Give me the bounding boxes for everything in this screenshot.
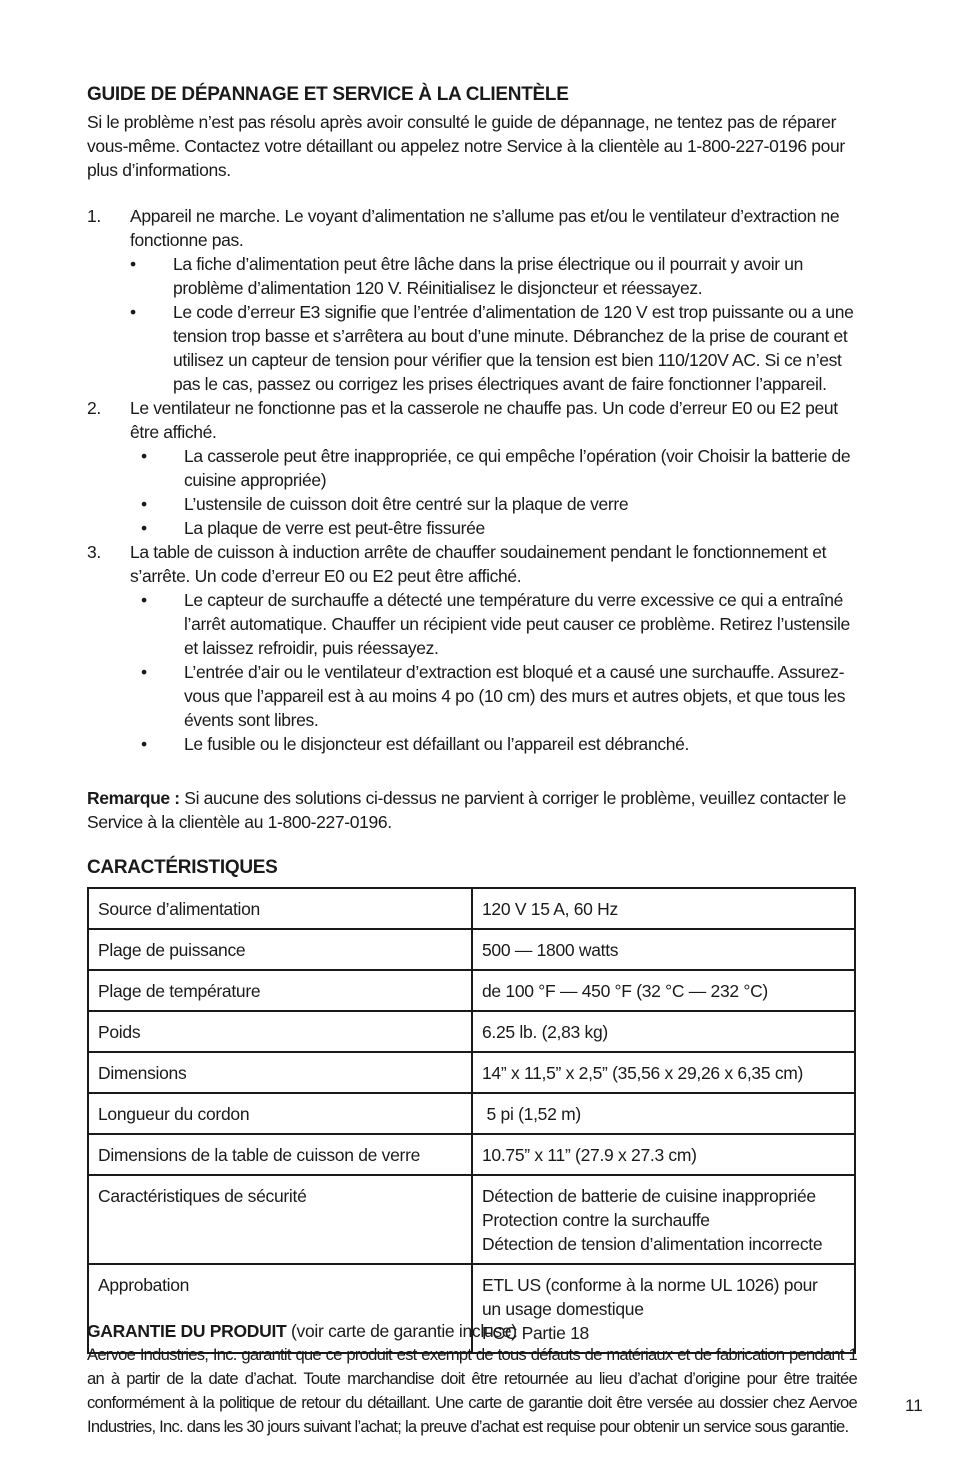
bullet-text: Le fusible ou le disjoncteur est défaillant ou l’appareil est débranché. bbox=[184, 734, 690, 754]
bullet-item bbox=[130, 516, 857, 540]
spec-label: Source d’alimentation bbox=[88, 888, 472, 929]
bullet-text: L’ustensile de cuisson doit être centré sur la plaque de verre bbox=[184, 494, 629, 514]
warranty-section bbox=[87, 1319, 857, 1439]
bullet-item bbox=[130, 588, 857, 660]
spec-value-line: 14” x 11,5” x 2,5” (35,56 x 29,26 x 6,35 cm) bbox=[482, 1063, 804, 1083]
item-number: 3. bbox=[87, 542, 101, 562]
bullet-text: L’entrée d’air ou le ventilateur d’extraction est bloqué et a causé une surchauffe. Assurez-vous que l’appareil est à au moins 4 po (10 cm) des murs et autres objets, et que tous les évents sont libres. bbox=[184, 662, 846, 730]
troubleshooting-item-2 bbox=[87, 396, 857, 540]
troubleshooting-title: GUIDE DE DÉPANNAGE ET SERVICE À LA CLIENTÈLE bbox=[87, 84, 569, 105]
spec-label: Dimensions de la table de cuisson de verre bbox=[88, 1134, 472, 1175]
bullet-text: Le code d’erreur E3 signifie que l’entrée d’alimentation de 120 V est trop puissante ou a une tension trop basse et s’arrêtera au bout d’une minute. Débranchez de la prise de courant et utilisez un capteur de tension pour vérifier que la tension est bien 110/120V AC. Si ce n’est pas le cas, passez ou corrigez les prises électriques avant de faire fonctionner l’appareil. bbox=[173, 302, 854, 394]
spec-label: Longueur du cordon bbox=[88, 1093, 472, 1134]
troubleshooting-item-1 bbox=[87, 204, 857, 396]
troubleshooting-note bbox=[87, 786, 857, 834]
spec-label: Plage de puissance bbox=[88, 929, 472, 970]
bullet-item bbox=[130, 300, 857, 396]
spec-value-line: 6.25 lb. (2,83 kg) bbox=[482, 1022, 608, 1042]
warranty-subtitle: (voir carte de garantie incluse) bbox=[286, 1321, 517, 1341]
specs-row bbox=[88, 888, 855, 929]
spec-value-line: ETL US (conforme à la norme UL 1026) pour bbox=[482, 1275, 818, 1295]
spec-value-line: de 100 °F — 450 °F (32 °C — 232 °C) bbox=[482, 981, 768, 1001]
spec-value-line: 120 V 15 A, 60 Hz bbox=[482, 899, 618, 919]
specs-row bbox=[88, 929, 855, 970]
bullet-icon: • bbox=[141, 590, 147, 610]
bullet-item bbox=[130, 444, 857, 492]
item-text: Le ventilateur ne fonctionne pas et la casserole ne chauffe pas. Un code d’erreur E0 ou E2 peut être affiché. bbox=[130, 398, 838, 442]
spec-value-line: Détection de batterie de cuisine inappropriée bbox=[482, 1186, 816, 1206]
item-text: Appareil ne marche. Le voyant d’alimentation ne s’allume pas et/ou le ventilateur d’extraction ne fonctionne pas. bbox=[130, 206, 840, 250]
spec-label: Poids bbox=[88, 1011, 472, 1052]
bullet-icon: • bbox=[130, 254, 136, 274]
spec-label: Plage de température bbox=[88, 970, 472, 1011]
warranty-title: GARANTIE DU PRODUIT bbox=[87, 1321, 287, 1341]
spec-value-line: un usage domestique bbox=[482, 1299, 644, 1319]
spec-value bbox=[472, 970, 855, 1011]
spec-value-line: Détection de tension d’alimentation incorrecte bbox=[482, 1234, 823, 1254]
spec-value bbox=[472, 1175, 855, 1264]
specs-row bbox=[88, 1175, 855, 1264]
warranty-text: Aervoe Industries, Inc. garantit que ce produit est exempt de tous défauts de matériaux et de fabrication pendant 1 an à partir de la date d’achat. Toute marchandise doit être retournée au lieu d’achat d’origine pour être traitée conformément à la politique de retour du détaillant. Une carte de garantie doit être versée au dossier chez Aervoe Industries, Inc. dans les 30 jours suivant l’achat; la preuve d’achat est requise pour obtenir un service sous garantie. bbox=[87, 1345, 857, 1436]
spec-label: Approbation bbox=[88, 1264, 472, 1353]
spec-label: Caractéristiques de sécurité bbox=[88, 1175, 472, 1264]
spec-value-line: FCC Partie 18 bbox=[482, 1323, 589, 1343]
bullet-icon: • bbox=[141, 494, 147, 514]
spec-value-line: 500 — 1800 watts bbox=[482, 940, 619, 960]
bullet-icon: • bbox=[130, 302, 136, 322]
spec-value bbox=[472, 1052, 855, 1093]
specs-row bbox=[88, 1134, 855, 1175]
specs-title: CARACTÉRISTIQUES bbox=[87, 857, 278, 878]
spec-value bbox=[472, 1093, 855, 1134]
spec-value-line: 5 pi (1,52 m) bbox=[482, 1104, 581, 1124]
item-number: 1. bbox=[87, 206, 101, 226]
bullet-item bbox=[130, 252, 857, 300]
spec-value bbox=[472, 888, 855, 929]
troubleshooting-item-3 bbox=[87, 540, 857, 756]
bullet-item bbox=[130, 660, 857, 732]
page-number: 11 bbox=[905, 1396, 923, 1415]
specs-table bbox=[87, 887, 856, 1354]
warranty-heading bbox=[87, 1319, 857, 1343]
spec-value bbox=[472, 1011, 855, 1052]
specs-row bbox=[88, 1093, 855, 1134]
specs-row bbox=[88, 1011, 855, 1052]
bullet-list bbox=[130, 252, 857, 396]
note-label: Remarque : bbox=[87, 788, 180, 808]
bullet-icon: • bbox=[141, 662, 147, 682]
troubleshooting-list bbox=[87, 204, 857, 756]
spec-value-line: 10.75” x 11” (27.9 x 27.3 cm) bbox=[482, 1145, 697, 1165]
bullet-icon: • bbox=[141, 518, 147, 538]
spec-value-line: Protection contre la surchauffe bbox=[482, 1210, 710, 1230]
bullet-item bbox=[130, 492, 857, 516]
bullet-text: La fiche d’alimentation peut être lâche dans la prise électrique ou il pourrait y avoir un problème d’alimentation 120 V. Réinitialisez le disjoncteur et réessayez. bbox=[173, 254, 803, 298]
bullet-icon: • bbox=[141, 734, 147, 754]
specs-row bbox=[88, 1052, 855, 1093]
bullet-text: La plaque de verre est peut-être fissurée bbox=[184, 518, 485, 538]
specs-row bbox=[88, 970, 855, 1011]
item-text: La table de cuisson à induction arrête de chauffer soudainement pendant le fonctionnement et s’arrête. Un code d’erreur E0 ou E2 peut être affiché. bbox=[130, 542, 827, 586]
bullet-list bbox=[130, 444, 857, 540]
item-number: 2. bbox=[87, 398, 101, 418]
bullet-icon: • bbox=[141, 446, 147, 466]
spec-value bbox=[472, 929, 855, 970]
spec-label: Dimensions bbox=[88, 1052, 472, 1093]
troubleshooting-intro: Si le problème n’est pas résolu après avoir consulté le guide de dépannage, ne tentez pas de réparer vous-même. Contactez votre détaillant ou appelez notre Service à la clientèle au 1-800-227-0196 pour plus d’informations. bbox=[87, 112, 845, 180]
spec-value bbox=[472, 1134, 855, 1175]
bullet-text: La casserole peut être inappropriée, ce qui empêche l’opération (voir Choisir la batterie de cuisine appropriée) bbox=[184, 446, 851, 490]
note-text: Si aucune des solutions ci-dessus ne parvient à corriger le problème, veuillez contacter le Service à la clientèle au 1-800-227-0196. bbox=[87, 788, 847, 832]
bullet-text: Le capteur de surchauffe a détecté une température du verre excessive ce qui a entraîné l’arrêt automatique. Chauffer un récipient vide peut causer ce problème. Retirez l’ustensile et laissez refroidir, puis réessayez. bbox=[184, 590, 850, 658]
bullet-list bbox=[130, 588, 857, 756]
bullet-item bbox=[130, 732, 857, 756]
